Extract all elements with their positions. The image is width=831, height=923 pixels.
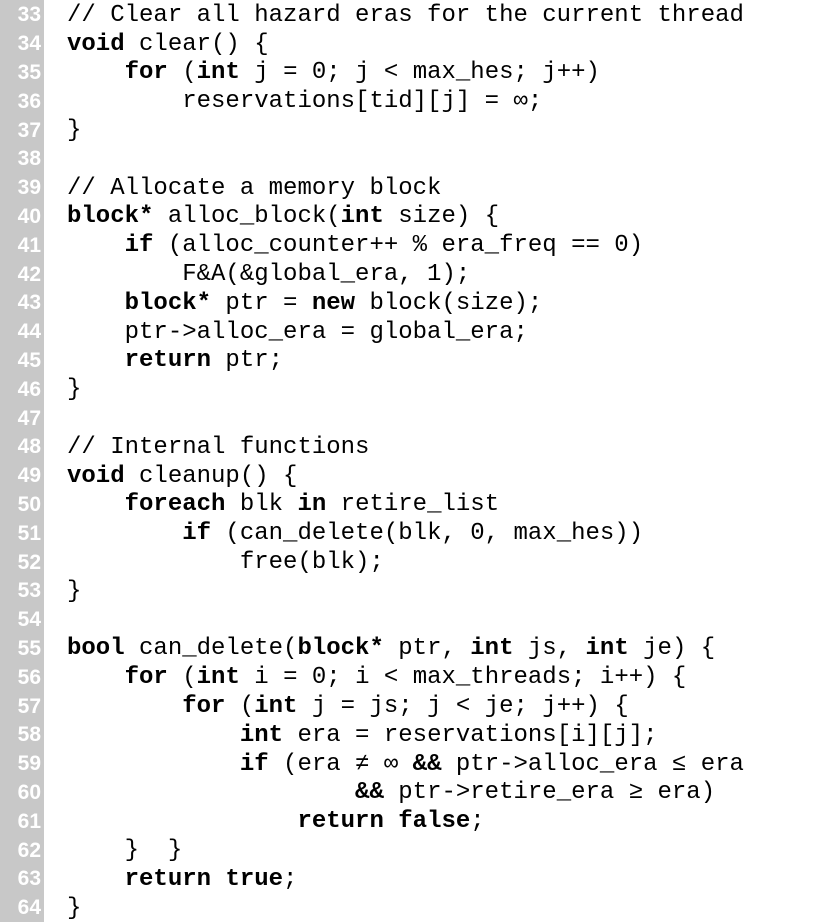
code-text: [44, 31, 269, 58]
code-keyword: for: [182, 693, 226, 721]
line-number: 53: [17, 579, 41, 603]
code-line: [0, 548, 831, 577]
code-text: [44, 808, 485, 835]
code-line: [0, 260, 831, 289]
code-text: [44, 635, 715, 662]
code-text: [44, 693, 629, 720]
line-number: 64: [17, 896, 41, 920]
code-token: F&A(&global_era, 1);: [67, 261, 471, 289]
code-token: [67, 664, 125, 691]
code-token: [67, 693, 182, 720]
code-token: }: [67, 117, 82, 145]
code-text: [44, 319, 528, 346]
code-keyword: if: [182, 520, 212, 548]
line-number: 48: [17, 435, 41, 459]
code-token: era = reservations[i][j];: [283, 721, 658, 749]
code-text: [44, 491, 499, 518]
code-token: reservations[tid][j] = ∞;: [67, 88, 543, 116]
code-text: [44, 751, 744, 778]
code-line: [0, 145, 831, 174]
line-number: 57: [17, 694, 41, 718]
line-number: 55: [17, 636, 41, 660]
line-number: 36: [17, 89, 41, 113]
code-line: [0, 231, 831, 260]
code-line: [0, 318, 831, 347]
code-token: retire_list: [326, 491, 500, 519]
code-keyword: for: [124, 664, 168, 692]
code-text: [44, 664, 686, 691]
code-token: js,: [513, 635, 586, 663]
code-token: } }: [67, 837, 183, 864]
code-keyword: for: [124, 59, 168, 87]
code-token: (: [167, 59, 197, 87]
code-token: [67, 520, 182, 547]
code-text: [44, 2, 744, 29]
code-line: [0, 30, 831, 59]
line-number: 39: [17, 176, 41, 200]
code-line: [0, 59, 831, 88]
code-line: [0, 577, 831, 606]
code-text: [44, 520, 643, 547]
code-keyword: int: [196, 664, 240, 692]
code-text: [44, 463, 297, 490]
code-keyword: if: [239, 750, 269, 778]
code-text: [44, 175, 441, 202]
code-line: [0, 865, 831, 894]
code-token: ptr->retire_era ≥ era): [383, 779, 716, 807]
code-keyword: int: [585, 635, 629, 663]
code-token: // Clear all hazard eras for the current thread: [67, 1, 744, 29]
code-token: ;: [283, 865, 298, 893]
code-token: [67, 491, 125, 518]
code-keyword: new: [311, 289, 356, 317]
code-token: }: [67, 894, 82, 922]
code-keyword: block*: [67, 203, 154, 231]
code-line: [0, 750, 831, 779]
code-token: [67, 290, 125, 317]
line-number: 62: [17, 838, 41, 862]
code-line: [0, 721, 831, 750]
code-token: (: [225, 693, 255, 721]
code-keyword: return: [124, 347, 212, 375]
code-line: [0, 174, 831, 203]
code-line: [0, 519, 831, 548]
code-line: [0, 635, 831, 664]
code-keyword: void: [67, 30, 125, 58]
code-text: [44, 232, 643, 259]
code-token: ptr->alloc_era ≤ era: [441, 750, 744, 778]
code-token: // Allocate a memory block: [67, 174, 442, 202]
code-keyword: int: [239, 721, 284, 749]
code-line: [0, 807, 831, 836]
code-keyword: if: [124, 232, 154, 260]
code-token: (alloc_counter++ % era_freq == 0): [153, 232, 644, 260]
code-token: ptr->alloc_era = global_era;: [67, 318, 528, 346]
code-keyword: &&: [412, 750, 442, 778]
line-number: 35: [17, 60, 41, 84]
code-keyword: int: [196, 59, 240, 87]
code-line: [0, 433, 831, 462]
code-token: je) {: [628, 635, 716, 663]
code-token: }: [67, 376, 82, 404]
code-listing: [0, 1, 831, 923]
code-text: [44, 779, 715, 806]
code-token: [67, 347, 125, 374]
code-token: (can_delete(blk, 0, max_hes)): [211, 520, 644, 548]
code-line: [0, 779, 831, 808]
code-text: [44, 376, 81, 403]
line-number: 52: [17, 550, 41, 574]
line-number: 50: [17, 492, 41, 516]
code-token: [67, 866, 125, 893]
code-keyword: int: [470, 635, 514, 663]
code-token: [67, 59, 125, 86]
code-token: }: [67, 577, 82, 605]
code-line: [0, 894, 831, 923]
code-token: ptr =: [211, 289, 312, 317]
line-number: 59: [17, 752, 41, 776]
code-token: [67, 232, 125, 259]
code-line: [0, 606, 831, 635]
code-text: [44, 347, 283, 374]
code-line: [0, 1, 831, 30]
code-token: ;: [470, 808, 485, 836]
line-number: 40: [17, 204, 41, 228]
code-text: [44, 837, 182, 864]
code-token: j = 0; j < max_hes; j++): [239, 59, 600, 87]
line-number: 49: [17, 464, 41, 488]
code-token: ptr;: [211, 347, 284, 375]
code-text: [44, 895, 81, 922]
code-line: [0, 87, 831, 116]
code-line: [0, 663, 831, 692]
code-token: size) {: [383, 203, 500, 231]
code-token: [211, 866, 225, 893]
line-number: 56: [17, 665, 41, 689]
code-line: [0, 116, 831, 145]
code-token: cleanup() {: [124, 462, 298, 490]
code-keyword: block*: [124, 289, 212, 317]
line-number: 37: [17, 118, 41, 142]
line-number: 38: [17, 147, 41, 171]
code-keyword: block*: [297, 635, 384, 663]
code-token: can_delete(: [124, 635, 298, 663]
code-keyword: int: [254, 693, 298, 721]
code-line: [0, 404, 831, 433]
code-keyword: foreach: [124, 491, 226, 519]
line-number: 34: [17, 32, 41, 56]
code-token: i = 0; i < max_threads; i++) {: [239, 664, 687, 692]
line-number: 33: [17, 3, 41, 27]
code-text: [44, 117, 81, 144]
code-token: j = js; j < je; j++) {: [297, 693, 629, 721]
code-token: [384, 808, 398, 835]
code-keyword: bool: [67, 635, 125, 663]
line-number: 58: [17, 723, 41, 747]
code-line: [0, 289, 831, 318]
line-number: 45: [17, 348, 41, 372]
code-text: [44, 866, 297, 893]
line-number: 61: [17, 809, 41, 833]
code-text: [44, 434, 369, 461]
code-text: [44, 578, 81, 605]
code-line: [0, 347, 831, 376]
code-text: [44, 203, 499, 230]
code-text: [44, 549, 384, 576]
code-line: [0, 491, 831, 520]
code-token: // Internal functions: [67, 433, 370, 461]
line-number: 60: [17, 780, 41, 804]
code-keyword: void: [67, 462, 125, 490]
code-token: [67, 808, 297, 835]
line-number: 46: [17, 377, 41, 401]
line-number: 63: [17, 867, 41, 891]
code-line: [0, 836, 831, 865]
code-keyword: int: [340, 203, 384, 231]
code-text: [44, 59, 600, 86]
code-keyword: true: [225, 865, 284, 893]
code-text: [44, 722, 658, 749]
code-keyword: false: [398, 808, 471, 836]
code-text: [44, 290, 542, 317]
line-number: 44: [17, 320, 41, 344]
code-token: free(blk);: [67, 549, 384, 577]
code-token: clear() {: [124, 30, 269, 58]
code-line: [0, 375, 831, 404]
line-number: 51: [17, 521, 41, 545]
code-token: (era ≠ ∞: [268, 750, 413, 778]
line-number: 42: [17, 262, 41, 286]
code-token: blk: [225, 491, 298, 519]
code-text: [44, 88, 542, 115]
code-token: block(size);: [355, 289, 543, 317]
code-token: [67, 722, 240, 749]
line-number: 41: [17, 233, 41, 257]
code-text: [44, 261, 470, 288]
code-token: alloc_block(: [153, 203, 341, 231]
code-token: (: [167, 664, 197, 692]
code-token: [67, 779, 355, 806]
code-token: ptr,: [383, 635, 471, 663]
code-line: [0, 203, 831, 232]
code-keyword: in: [297, 491, 327, 519]
line-number: 54: [17, 608, 41, 632]
code-keyword: &&: [355, 779, 384, 807]
line-number: 47: [17, 406, 41, 430]
code-line: [0, 462, 831, 491]
code-keyword: return: [297, 808, 384, 836]
code-line: [0, 692, 831, 721]
code-token: [67, 751, 240, 778]
code-keyword: return: [124, 865, 212, 893]
line-number: 43: [17, 291, 41, 315]
